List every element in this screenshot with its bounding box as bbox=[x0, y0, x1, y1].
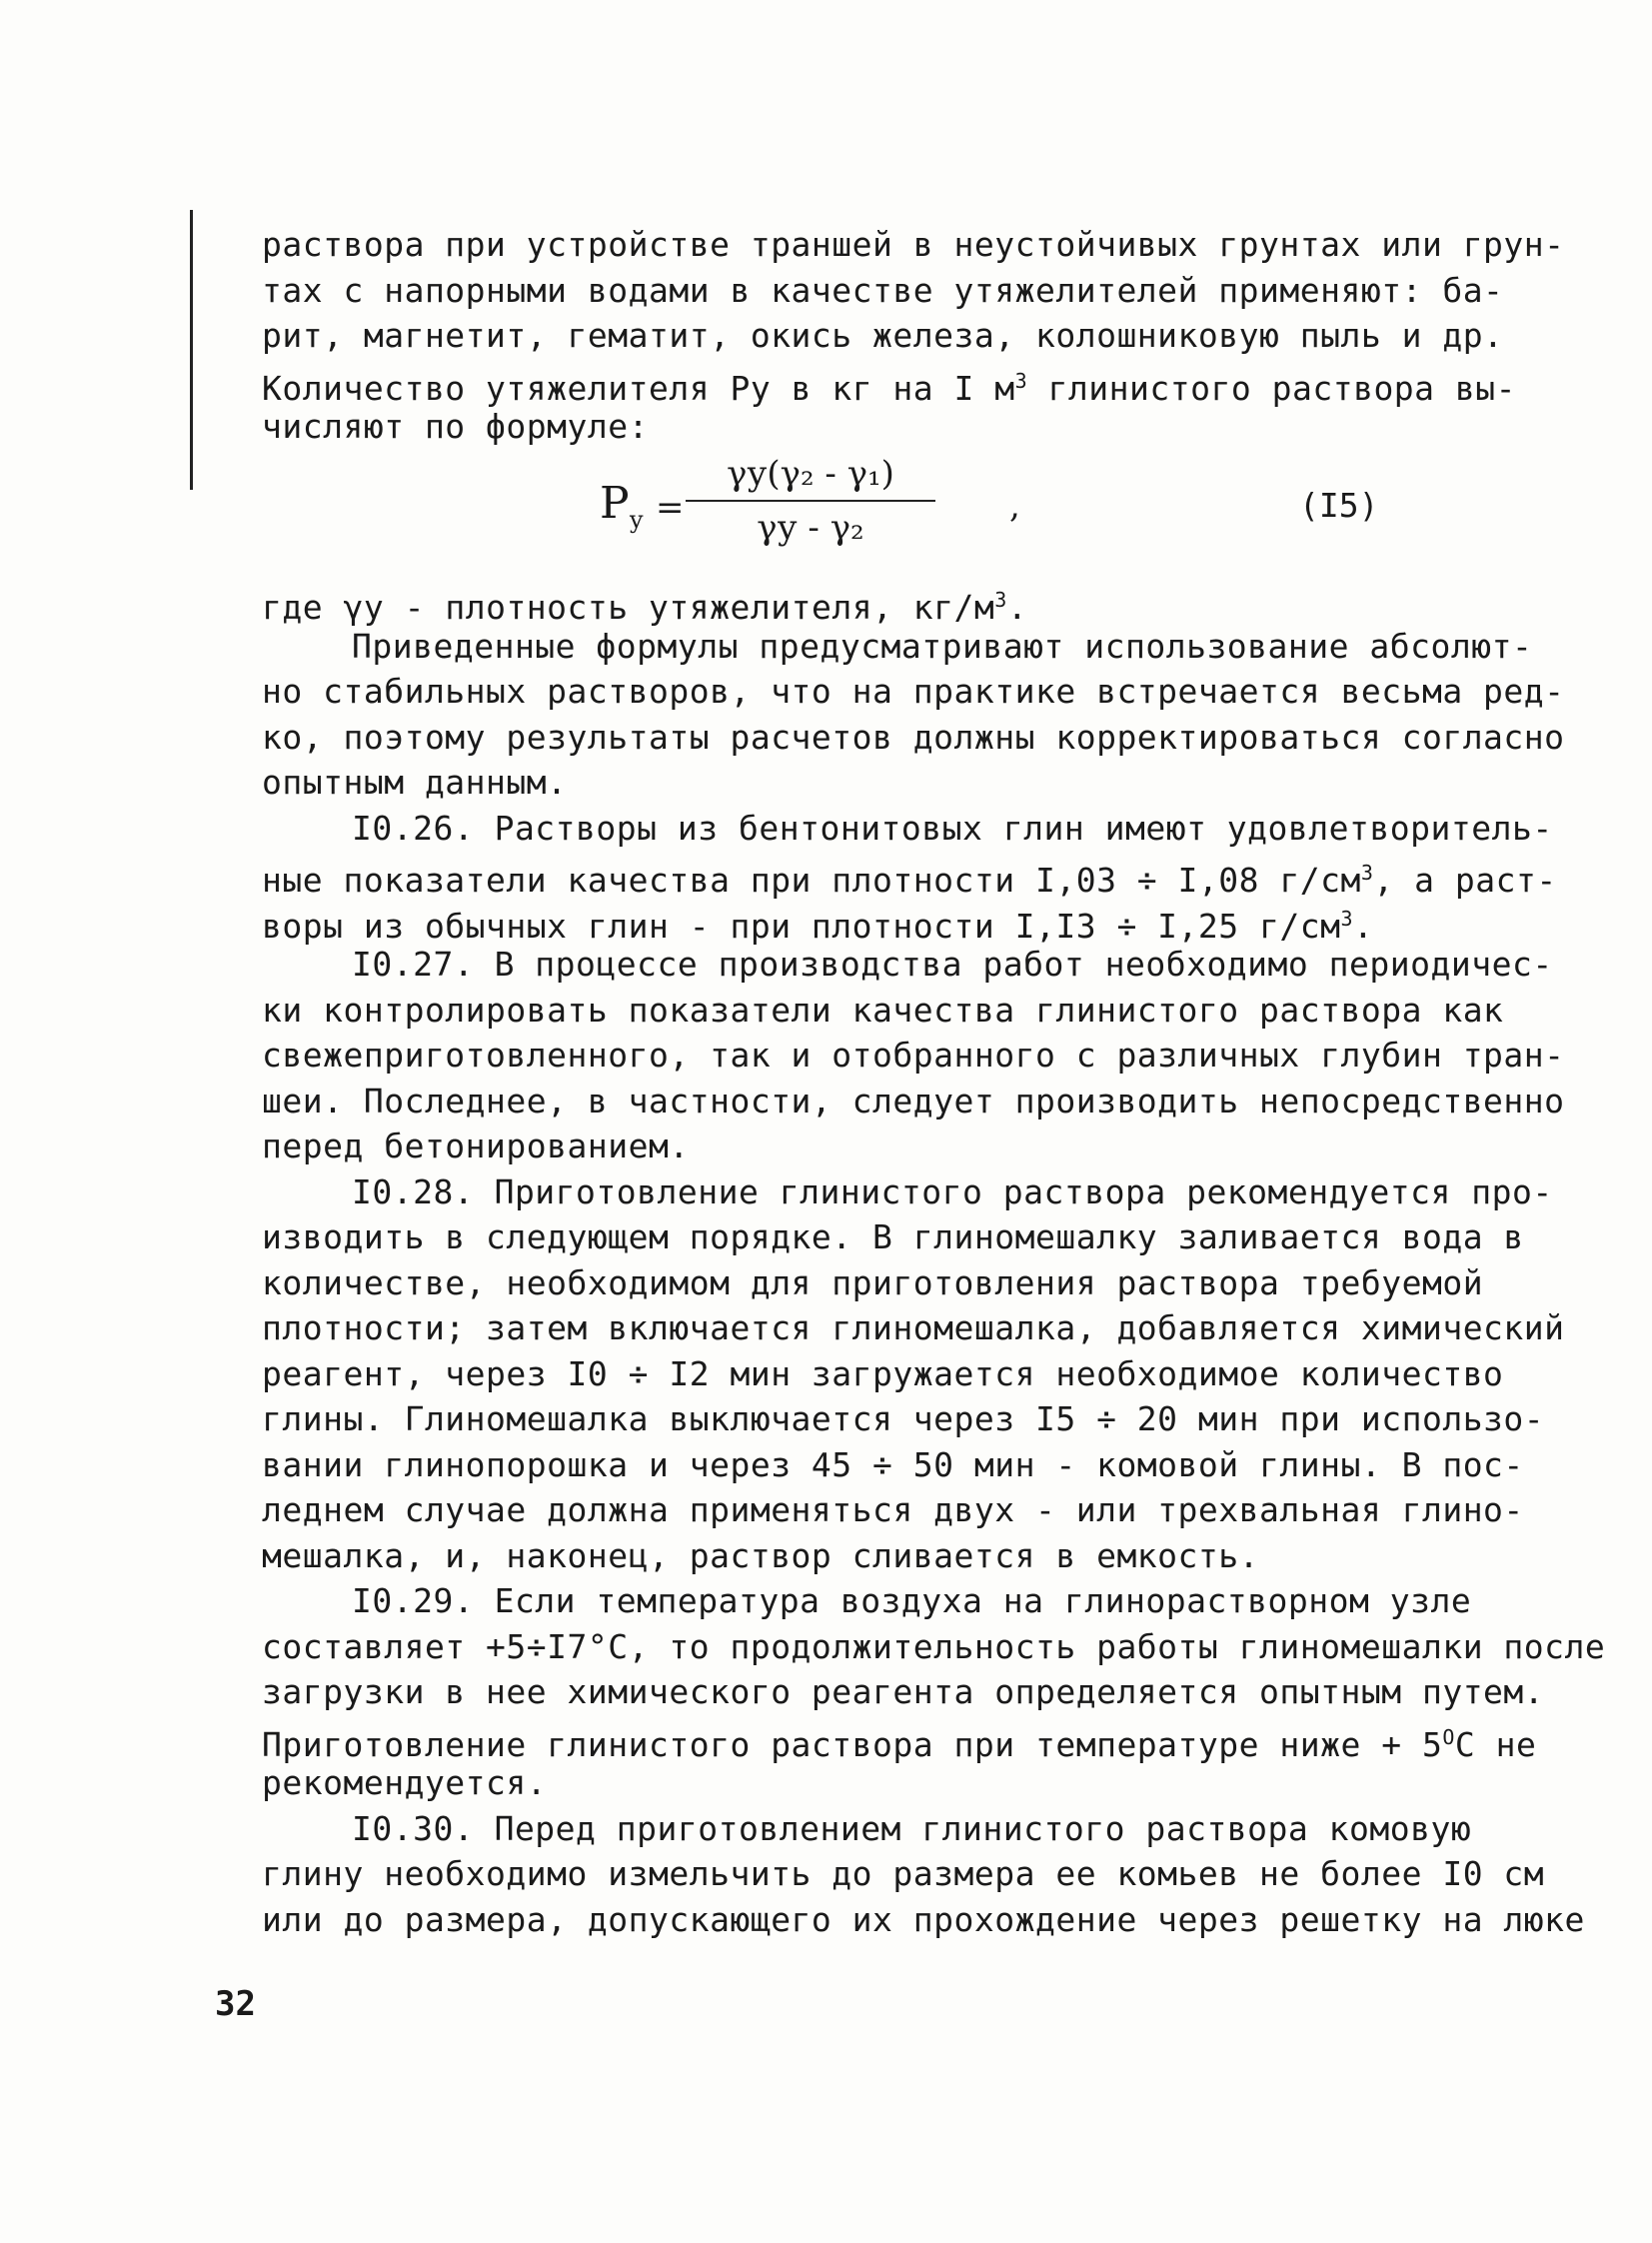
text-line: или до размера, допускающего их прохождение через решетку на люке bbox=[262, 1899, 1585, 1939]
variable-py: Pу bbox=[730, 368, 772, 408]
paragraph-weighting-agents bbox=[262, 222, 1565, 450]
text-line: ки контролировать показатели качества глинистого раствора как bbox=[262, 990, 1504, 1030]
text-line: но стабильных растворов, что на практике встречается весьма ред- bbox=[262, 672, 1565, 711]
text-line: свежеприготовленного, так и отобранного с различных глубин тран- bbox=[262, 1036, 1565, 1075]
margin-change-bar bbox=[190, 210, 193, 490]
text-line: опытным данным. bbox=[262, 763, 568, 802]
equation-number: (I5) bbox=[1299, 486, 1379, 525]
text-line: I0.30. Перед приготовлением глинистого раствора комовую bbox=[352, 1808, 1472, 1848]
main-text bbox=[262, 578, 1606, 1942]
text-line: I0.27. В процессе производства работ необходимо периодичес- bbox=[352, 945, 1553, 984]
text-line: изводить в следующем порядке. В глиномешалку заливается вода в bbox=[262, 1217, 1524, 1256]
fraction-bar bbox=[686, 500, 935, 502]
formula-numerator: γу(γ₂ - γ₁) bbox=[727, 454, 894, 494]
variable-gamma-y: γу bbox=[343, 588, 385, 627]
text-line: составляет +5÷I7°С, то продолжительность работы глиномешалки после bbox=[262, 1626, 1606, 1666]
formula-comma: , bbox=[1009, 486, 1020, 526]
text-line: ные показатели качества при плотности I,03 ÷ I,08 $г/см^3$, а раст- bbox=[262, 861, 1557, 900]
text-line: количестве, необходимом для приготовления раствора требуемой bbox=[262, 1262, 1484, 1302]
text-line: тах с напорными водами в качестве утяжелителей применяют: ба- bbox=[262, 270, 1504, 310]
text-line: ко, поэтому результаты расчетов должны корректироваться согласно bbox=[262, 717, 1565, 757]
text-line: загрузки в нее химического реагента определяется опытным путем. bbox=[262, 1672, 1545, 1711]
text-line: леднем случае должна применяться двух - или трехвальная глино- bbox=[262, 1490, 1524, 1529]
text-line: I0.26. Растворы из бентонитовых глин имеют удовлетворитель- bbox=[352, 808, 1553, 848]
text-line: перед бетонированием. bbox=[262, 1126, 690, 1165]
text-line: раствора при устройстве траншей в неустойчивых грунтах или грун- bbox=[262, 225, 1565, 264]
text-line: воры из обычных глин - при плотности I,I3 ÷ I,25 $г/см^3$. bbox=[262, 906, 1374, 946]
formula-fraction bbox=[686, 450, 935, 552]
text-line: I0.29. Если температура воздуха на глинорастворном узле bbox=[352, 1581, 1472, 1620]
formula-lhs: $P_у$ bbox=[600, 478, 644, 534]
page-number: 32 bbox=[215, 1984, 256, 2024]
text-line: рит, магнетит, гематит, окись железа, колошниковую пыль и др. bbox=[262, 316, 1504, 355]
text-line: плотности; затем включается глиномешалка, добавляется химический bbox=[262, 1308, 1565, 1347]
text-line: глину необходимо измельчить до размера ее комьев не более I0 см bbox=[262, 1854, 1545, 1893]
text-line: числяют по формуле: bbox=[262, 407, 649, 446]
text-line: рекомендуется. bbox=[262, 1763, 548, 1802]
text-line: Приготовление глинистого раствора при температуре ниже + $5^ОС$ не bbox=[262, 1724, 1537, 1764]
text-line: мешалка, и, наконец, раствор сливается в емкость. bbox=[262, 1535, 1260, 1575]
formula-15 bbox=[600, 450, 1399, 570]
formula-denominator: γу - γ₂ bbox=[757, 508, 864, 548]
text-line: шеи. Последнее, в частности, следует производить непосредственно bbox=[262, 1081, 1565, 1121]
formula-equals: = bbox=[656, 488, 685, 528]
text-line: Количество утяжелителя Pу в кг на I $м^3$ глинистого раствора вы- bbox=[262, 368, 1517, 408]
where-line: где γу - плотность утяжелителя, $кг/м^3$. bbox=[262, 588, 1028, 627]
text-line: Приведенные формулы предусматривают использование абсолют- bbox=[352, 626, 1533, 666]
text-line: реагент, через I0 ÷ I2 мин загружается необходимое количество bbox=[262, 1353, 1504, 1393]
text-line: вании глинопорошка и через 45 ÷ 50 мин - комовой глины. В пос- bbox=[262, 1444, 1524, 1484]
text-line: глины. Глиномешалка выключается через I5 ÷ 20 мин при использо- bbox=[262, 1399, 1545, 1438]
text-line: I0.28. Приготовление глинистого раствора рекомендуется про- bbox=[352, 1171, 1553, 1211]
